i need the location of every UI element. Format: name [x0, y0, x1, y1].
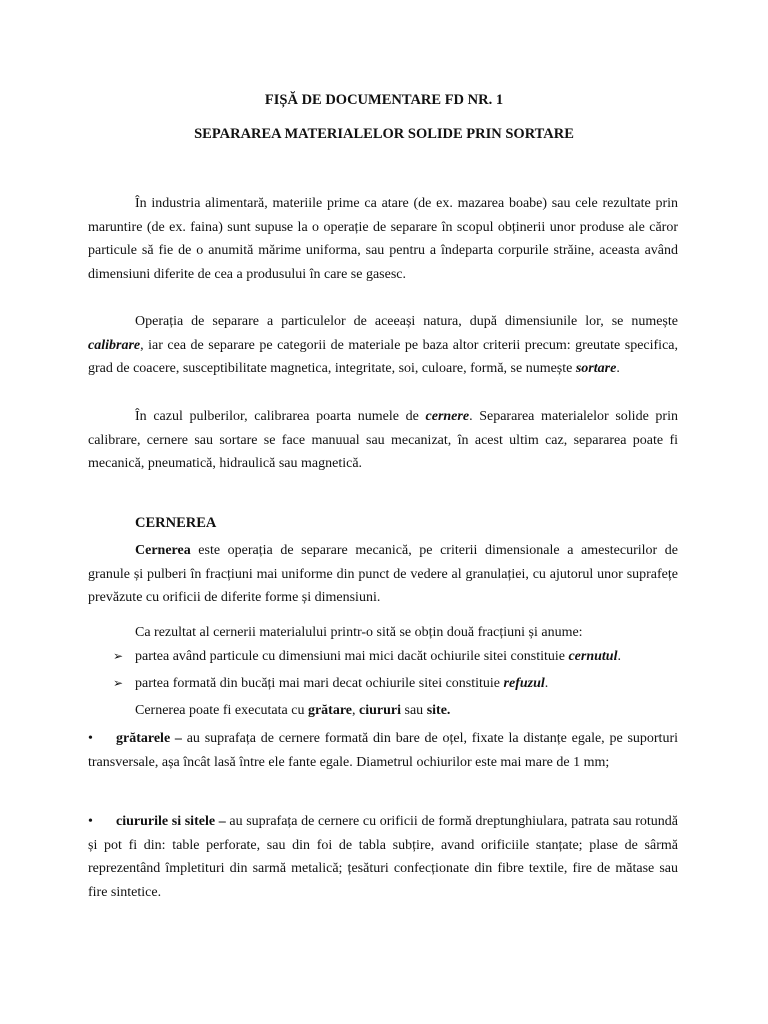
text-run: partea având particule cu dimensiuni mai mici dacăt ochiurile sitei constituie — [135, 649, 569, 664]
section-heading: CERNEREA — [135, 515, 217, 531]
bullet-dot-icon: • — [88, 814, 93, 829]
arrow-bullet-icon: ➢ — [113, 676, 124, 690]
text-run: , — [352, 703, 360, 718]
term-sortare: sortare — [575, 361, 617, 377]
text-run: Cernerea poate fi executata cu — [135, 703, 308, 718]
list-item — [113, 672, 678, 696]
term-gratarele: grătarele – — [116, 731, 182, 746]
term-ciururile-si-sitele: ciururile si sitele – — [116, 814, 226, 829]
paragraph-tools — [88, 699, 678, 723]
term-cernutul: cernutul — [568, 649, 618, 664]
term-gratare: grătare — [307, 703, 353, 718]
term-site: site. — [426, 703, 451, 718]
term-cernere: cernere — [425, 409, 470, 424]
text-run: . — [617, 649, 621, 664]
document-subtitle: SEPARAREA MATERIALELOR SOLIDE PRIN SORTARE — [194, 126, 574, 142]
bullet-dot-icon: • — [88, 731, 93, 746]
term-refuzul: refuzul — [503, 676, 545, 691]
text-run: este operația de separare mecanică, pe criterii dimensionale a amestecurilor de granule și pulberi în fracțiuni mai uniforme din punct de vedere al granulației, cu ajutorul unor suprafețe prevăzute cu orificii de diferite forme și dimensiuni. — [88, 543, 678, 606]
text-run: . — [616, 361, 620, 377]
text-run: sau — [401, 703, 427, 718]
term-cernerea: Cernerea — [135, 543, 191, 558]
term-calibrare: calibrare — [88, 337, 141, 353]
paragraph-intro: În industria alimentară, materiile prime ca atare (de ex. mazarea boabe) sau cele rezultate prin maruntire (de ex. faina) sunt supuse la o operație de separare în scopul obținerii unor produse ale căror particule să fie de o anumită mărime uniforma, sau pentru a îndeparta corpurile străine, aceasta având dimensiuni diferite de cea a produsului în care se gasesc. — [88, 196, 678, 283]
list-item — [113, 645, 678, 669]
text-run: , iar cea de separare pe categorii de materiale pe baza altor criterii precum: greutate specifica, grad de coacere, susceptibilitate magnetica, integritate, soi, culoare, formă, se numește — [88, 337, 678, 377]
paragraph-result: Ca rezultat al cernerii materialului printr-o sită se obțin două fracțiuni și anume: — [135, 625, 583, 640]
text-run: În cazul pulberilor, calibrarea poarta numele de — [135, 409, 426, 424]
text-run: au suprafața de cernere cu orificii de formă dreptunghiulara, patrata sau rotundă și pot fi din: table perforate, sau din foi de tabla subțire, avand orificiile stanțate; plase de sârmă reprezentând împletituri din sarmă metalică; țesături confecționate din fibre textile, fire de mătase sau fire sintetice. — [88, 814, 678, 901]
document-title: FIȘĂ DE DOCUMENTARE FD NR. 1 — [264, 92, 504, 108]
text-run: au suprafața de cernere formată din bare de oțel, fixate la distanțe egale, pe suporturi transversale, așa încât lasă între ele fante egale. Diametrul ochiurilor este mai mare de 1 mm; — [88, 731, 678, 770]
text-run: . — [544, 676, 549, 691]
paragraph-calibrare — [88, 310, 678, 381]
list-item — [88, 810, 678, 905]
paragraph-definition — [88, 539, 678, 610]
text-run: Operația de separare a particulelor de aceeași natura, după dimensiunile lor, se numește — [135, 314, 678, 329]
text-run: partea formată din bucăți mai mari decat ochiurile sitei constituie — [135, 676, 504, 691]
text-run: . Separarea materialelor solide prin calibrare, cernere sau sortare se face manuual sau mecanizat, în acest ultim caz, separarea poate fi mecanică, pneumatică, hidraulică sau magnetică. — [88, 409, 678, 472]
arrow-bullet-icon: ➢ — [113, 649, 124, 663]
term-ciururi: ciururi — [359, 703, 402, 718]
paragraph-cernere — [88, 405, 678, 476]
list-item — [88, 727, 678, 774]
